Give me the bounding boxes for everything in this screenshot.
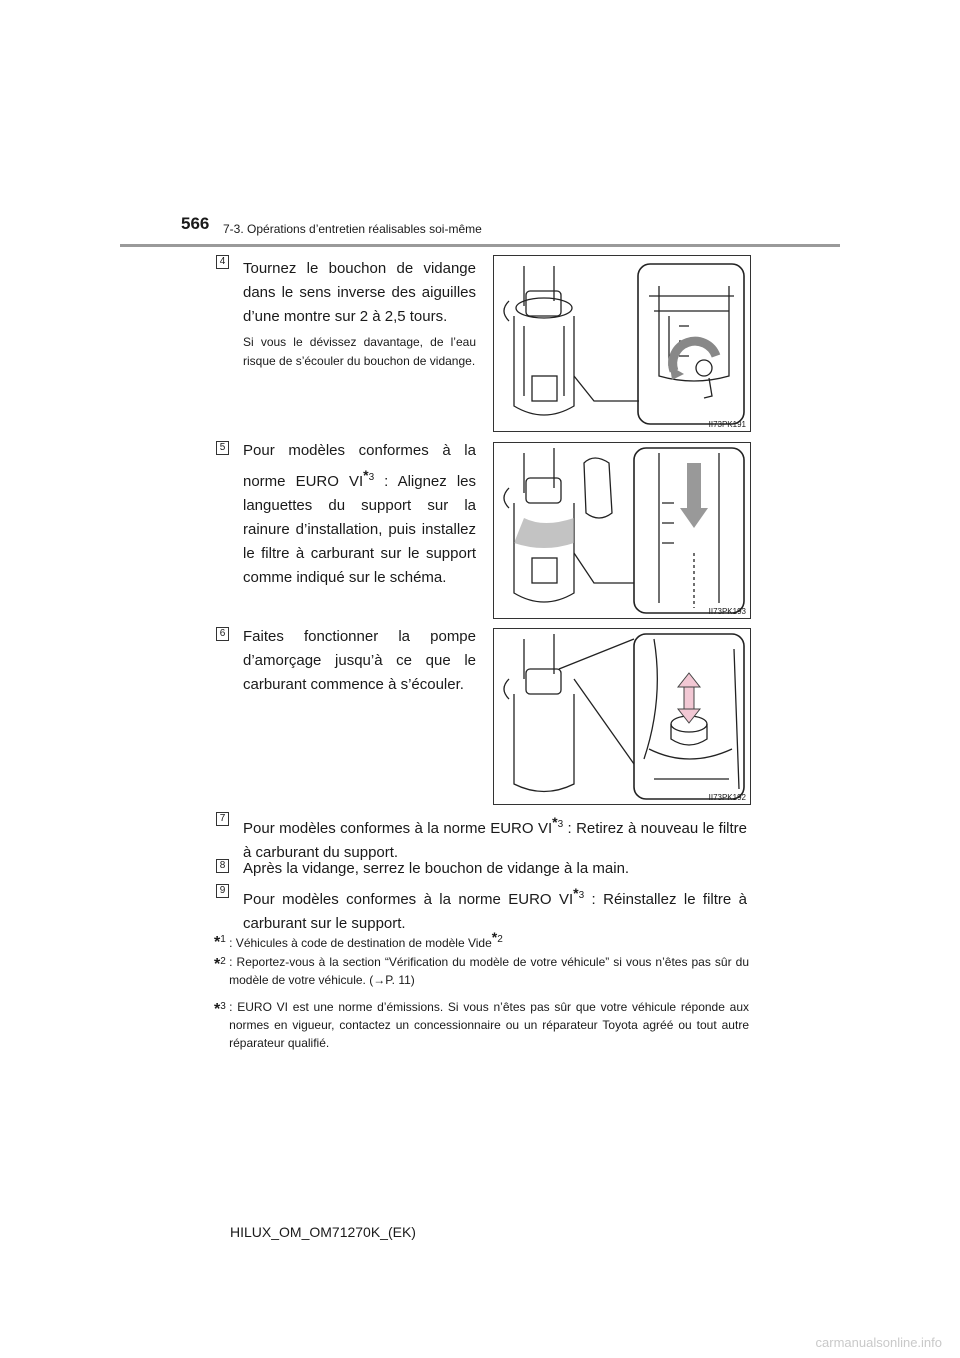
step-9-text-before: Pour modèles conformes à la norme EURO VI — [243, 891, 574, 908]
figure-code: II73PK193 — [708, 607, 746, 616]
footnote-marker: 3 — [220, 1001, 226, 1012]
star-glyph: * — [491, 929, 498, 945]
step-number-4: 4 — [216, 255, 229, 269]
watermark: carmanualsonline.info — [815, 1335, 942, 1350]
star-glyph: * — [573, 885, 579, 901]
footnote-text: : Véhicules à code de destination de modèle Vide — [229, 936, 492, 950]
footnote-star: * — [214, 934, 221, 951]
star-glyph: * — [363, 467, 369, 483]
footnote-ref — [552, 814, 564, 830]
footnote-text: : EURO VI est une norme d’émissions. Si vous n’êtes pas sûr que votre véhicule réponde aux normes en vigueur, contactez un concessionnaire ou un réparateur Toyota agréé ou tout autre réparateur qualifié. — [229, 1000, 749, 1050]
footnote-2 — [214, 953, 749, 989]
footnote-ref-number: 3 — [368, 472, 375, 483]
step-5-text-before: Pour modèles conformes à la norme EURO VI — [243, 442, 476, 490]
priming-pump-illustration — [494, 629, 750, 804]
figure-code: II73PK192 — [708, 793, 746, 802]
step-4-note: Si vous le dévissez davantage, de l’eau risque de s’écouler du bouchon de vidange. — [243, 335, 476, 368]
fuel-filter-drain-illustration — [494, 256, 750, 431]
footnote-ref — [363, 467, 375, 483]
footnote-star: * — [214, 1001, 221, 1018]
step-number-6: 6 — [216, 627, 229, 641]
footnote-marker: 2 — [220, 956, 226, 967]
figure-priming-pump — [493, 628, 751, 805]
section-title: 7-3. Opérations d’entretien réalisables soi-même — [223, 222, 482, 236]
step-number-7: 7 — [216, 812, 229, 826]
bracket-alignment-illustration — [494, 443, 750, 618]
footnote-1 — [214, 928, 749, 952]
step-number-8: 8 — [216, 859, 229, 873]
step-5-text — [243, 439, 476, 590]
step-6-text: Faites fonctionner la pompe d’amorçage jusqu’à ce que le carburant commence à s’écouler. — [243, 628, 476, 693]
footnote-ref — [491, 929, 503, 945]
document-code: HILUX_OM_OM71270K_(EK) — [230, 1224, 416, 1240]
figure-bracket-alignment — [493, 442, 751, 619]
step-number-5: 5 — [216, 441, 229, 455]
header-divider — [120, 244, 840, 247]
step-7-text-before: Pour modèles conformes à la norme EURO VI — [243, 820, 553, 837]
footnote-marker: 1 — [220, 934, 226, 945]
star-glyph: * — [552, 814, 558, 830]
step-7-text-after: : Retirez à nouveau le filtre à carburant du support. — [243, 820, 748, 861]
footnote-text: : Reportez-vous à la section “Vérification du modèle de votre véhicule” si vous n’êtes pas sûr du modèle de votre véhicule. (→P. 11) — [229, 955, 749, 987]
figure-drain-plug — [493, 255, 751, 432]
step-5-text-after: : Alignez les languettes du support sur la rainure d’installation, puis installez le filtre à carburant sur le support comme indiqué sur le schéma. — [243, 473, 476, 586]
footnote-3 — [214, 998, 749, 1052]
step-9-text-after: : Réinstallez le filtre à carburant sur le support. — [243, 891, 747, 932]
step-8-text: Après la vidange, serrez le bouchon de vidange à la main. — [243, 860, 630, 877]
step-number-9: 9 — [216, 884, 229, 898]
footnote-ref — [573, 885, 585, 901]
page-number: 566 — [181, 214, 210, 233]
footnote-ref-number: 2 — [497, 934, 503, 945]
footnote-star: * — [214, 956, 221, 973]
footnote-ref-number: 3 — [578, 890, 585, 901]
step-4-text: Tournez le bouchon de vidange dans le sens inverse des aiguilles d’une montre sur 2 à 2,5 tours. — [243, 260, 476, 325]
footnote-ref-number: 3 — [557, 819, 564, 830]
figure-code: II73PK191 — [708, 420, 746, 429]
